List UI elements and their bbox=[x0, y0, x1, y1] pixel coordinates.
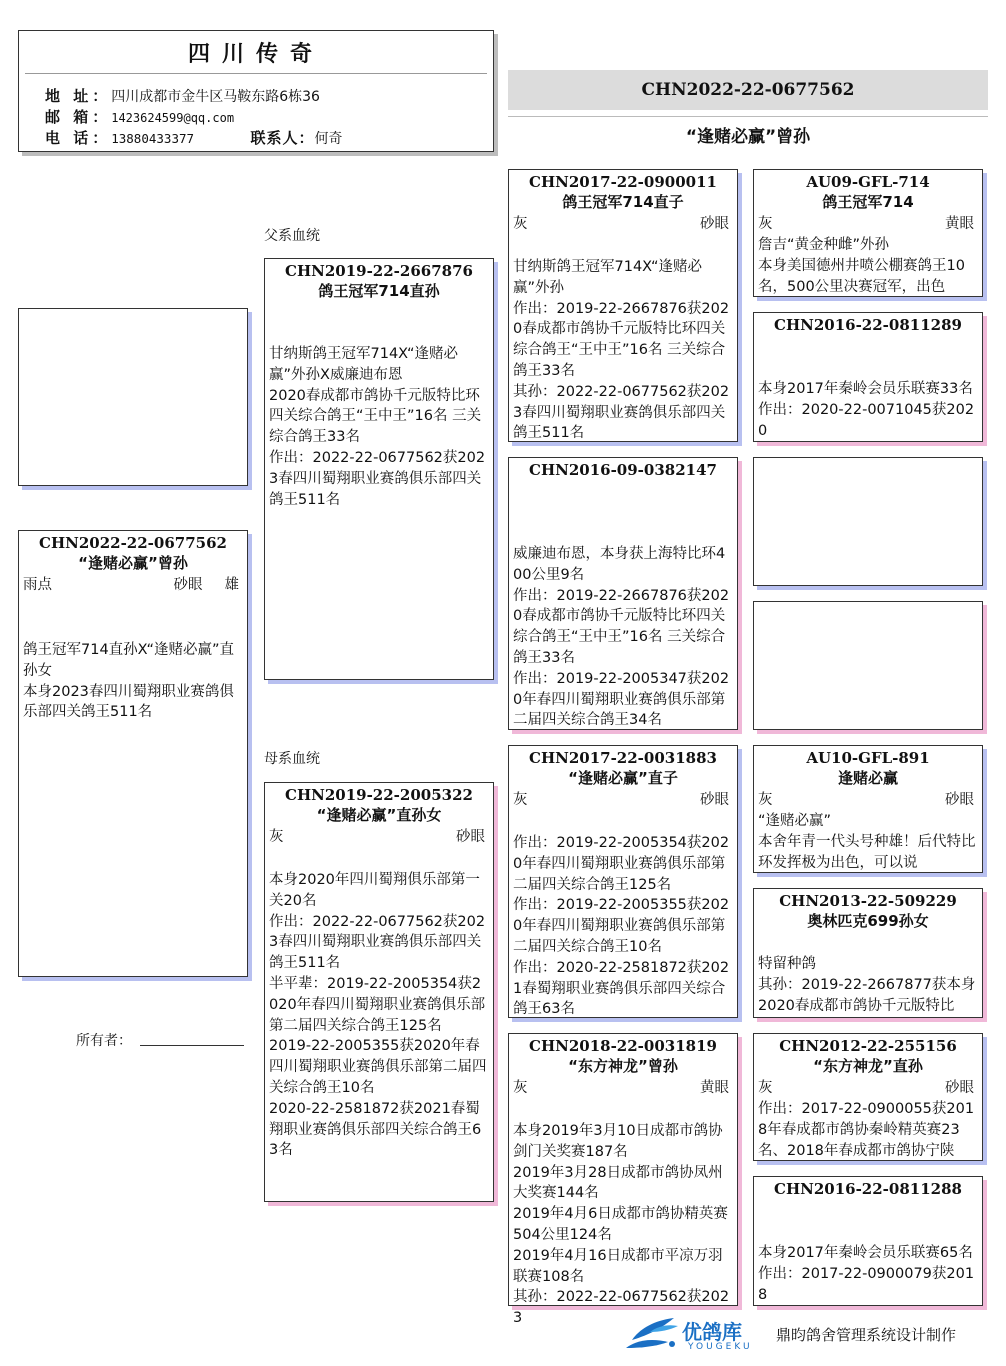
note-line: 作出：2017-22-0900079获2018 bbox=[758, 1265, 975, 1303]
note-line: 特留种鸽 bbox=[758, 956, 816, 972]
dsd-card bbox=[753, 888, 983, 1018]
sire-line-label: 父系血统 bbox=[264, 228, 320, 244]
note-line: 甘纳斯鸽王冠军714X“逢赌必赢”外孙 bbox=[513, 259, 702, 296]
note-line: 2019-22-2005355获2020年春四川蜀翔职业赛鸽俱乐部第二届四关综合鸽王10名 bbox=[269, 1038, 487, 1096]
note-line: 威廉迪布恩，本身获上海特比环400公里9名 bbox=[513, 546, 726, 583]
main-ring-band bbox=[508, 70, 988, 110]
subject-sex: 雄 bbox=[224, 577, 239, 593]
subject-notes bbox=[19, 640, 247, 723]
note-line: 作出：2017-22-0900055获2018年春成都市鸽协秦岭精英赛23名、2018年春成都市鸽协宁陕 bbox=[758, 1101, 975, 1159]
pigeon-logo-icon bbox=[622, 1314, 682, 1358]
note-line: 2020-22-2581872获2021春蜀翔职业赛鸽俱乐部四关综合鸽王63名 bbox=[269, 1100, 482, 1159]
sd-ring: CHN2016-09-0382147 bbox=[529, 461, 717, 479]
email-row bbox=[45, 106, 234, 127]
note-line: 2019年4月16日成都市平凉万羽联赛108名 bbox=[513, 1247, 723, 1285]
phone-label: 电 话： bbox=[45, 129, 112, 147]
ds-notes bbox=[509, 833, 737, 1020]
dds-name: “东方神龙”直孙 bbox=[813, 1057, 923, 1075]
dd-traits bbox=[509, 1077, 737, 1099]
sire-name: 鸽王冠军714直孙 bbox=[318, 282, 440, 300]
dss-name: 逢赌必赢 bbox=[837, 769, 898, 787]
note-line: 2020春成都市鸽协千元版特比环四关综合鸽王“王中王”16名 三关综合鸽王33名 bbox=[269, 387, 482, 446]
note-line: 作出：2022-22-0677562获2023春四川蜀翔职业赛鸽俱乐部四关鸽王511名 bbox=[269, 449, 486, 508]
subject-color: 雨点 bbox=[23, 577, 52, 593]
dam-ring: CHN2019-22-2005322 bbox=[285, 786, 473, 804]
logo-en: YOUGEKU bbox=[688, 1342, 753, 1352]
ds-name: “逢赌必赢”直子 bbox=[568, 769, 678, 787]
note-line: 2019年3月28日成都市鸽协凤州大奖赛144名 bbox=[513, 1164, 723, 1202]
main-band-underline bbox=[508, 116, 988, 117]
dss-card bbox=[753, 745, 983, 873]
dam-line-label: 母系血统 bbox=[264, 751, 320, 767]
note-line: 詹吉“黄金种雌”外孙 bbox=[758, 237, 890, 253]
dam-card bbox=[264, 782, 494, 1202]
dsd-notes bbox=[754, 954, 982, 1016]
ds-eye: 砂眼 bbox=[700, 792, 729, 808]
note-line: 鸽王冠军714直孙X“逢赌必赢”直孙女 bbox=[23, 642, 235, 679]
note-line: 本身2017年秦岭会员乐联赛33名 bbox=[758, 381, 973, 397]
note-line: 作出：2019-22-2667876获2020春成都市鸽协千元版特比环四关综合鸽王“王中王”16名 三关综合鸽王33名 bbox=[513, 587, 730, 666]
subject-eye: 砂眼 bbox=[173, 577, 203, 593]
note-line: 甘纳斯鸽王冠军714X“逢赌必赢”外孙X威廉迪布恩 bbox=[269, 346, 458, 383]
note-line: 半平辈：2019-22-2005354获2020年春四川蜀翔职业赛鸽俱乐部第二届四关综合鸽王125名 bbox=[269, 975, 486, 1034]
contact-label: 联系人： bbox=[250, 129, 315, 147]
note-line: 作出：2019-22-2005354获2020年春四川蜀翔职业赛鸽俱乐部第二届四关综合鸽王125名 bbox=[513, 835, 730, 893]
subject-card bbox=[18, 530, 248, 977]
note-line: “逢赌必赢” bbox=[758, 813, 832, 829]
sss-traits bbox=[754, 213, 982, 235]
ssd-card bbox=[753, 312, 983, 442]
dam-eye: 砂眼 bbox=[456, 829, 485, 845]
ds-ring: CHN2017-22-0031883 bbox=[529, 749, 717, 767]
note-line: 其孙：2019-22-2667877获本身2020春成都市鸽协千元版特比 bbox=[758, 976, 976, 1014]
dss-ring: AU10-GFL-891 bbox=[806, 749, 930, 767]
note-line: 本身2019年3月10日成都市鸽协剑门关奖赛187名 bbox=[513, 1123, 723, 1160]
note-line: 作出：2020-22-2581872获2021春蜀翔职业赛鸽俱乐部四关综合鸽王63名 bbox=[513, 959, 730, 1018]
sss-notes bbox=[754, 235, 982, 297]
note-line: 作出：2019-22-2667876获2020春成都市鸽协千元版特比环四关综合鸽王“王中王”16名 三关综合鸽王33名 bbox=[513, 300, 730, 379]
note-line: 本身2023春四川蜀翔职业赛鸽俱乐部四关鸽王511名 bbox=[23, 683, 234, 721]
header-divider bbox=[25, 73, 487, 74]
ssd-ring: CHN2016-22-0811289 bbox=[774, 316, 962, 334]
email-label: 邮 箱： bbox=[45, 108, 112, 126]
subject-traits bbox=[19, 574, 247, 596]
footer-logo bbox=[622, 1314, 762, 1360]
note-line: 作出：2022-22-0677562获2023春四川蜀翔职业赛鸽俱乐部四关鸽王511名 bbox=[269, 913, 486, 972]
footer-credit: 鼎昀鸽舍管理系统设计制作 bbox=[776, 1326, 957, 1344]
ss-traits bbox=[509, 213, 737, 235]
main-ring: CHN2022-22-0677562 bbox=[641, 80, 855, 100]
sdd-card bbox=[753, 601, 983, 730]
sds-card bbox=[753, 457, 983, 586]
note-line: 本舍年青一代头号种雄！后代特比环发挥极为出色，可以说 bbox=[758, 833, 976, 871]
dam-name: “逢赌必赢”直孙女 bbox=[316, 806, 442, 824]
note-line: 本身2017年秦岭会员乐联赛65名 bbox=[758, 1245, 973, 1261]
email-value: 1423624599@qq.com bbox=[111, 111, 235, 125]
dds-color: 灰 bbox=[758, 1080, 773, 1096]
note-line: 其孙：2022-22-0677562获2023 bbox=[513, 1289, 730, 1327]
sss-eye: 黄眼 bbox=[945, 216, 974, 232]
dss-eye: 砂眼 bbox=[945, 792, 974, 808]
dss-color: 灰 bbox=[758, 792, 773, 808]
dd-notes bbox=[509, 1121, 737, 1329]
dd-ring: CHN2018-22-0031819 bbox=[529, 1037, 717, 1055]
ddd-ring: CHN2016-22-0811288 bbox=[774, 1180, 962, 1198]
dsd-ring: CHN2013-22-509229 bbox=[779, 892, 957, 910]
dam-notes bbox=[265, 870, 493, 1161]
address-row bbox=[45, 85, 320, 106]
note-line: 本身2020年四川蜀翔俱乐部第一关20名 bbox=[269, 872, 480, 909]
ss-ring: CHN2017-22-0900011 bbox=[529, 173, 717, 191]
ss-eye: 砂眼 bbox=[700, 216, 729, 232]
dsd-name: 奥林匹克699孙女 bbox=[807, 912, 929, 930]
sss-ring: AU09-GFL-714 bbox=[806, 173, 930, 191]
owner-label: 所有者： bbox=[76, 1033, 132, 1049]
sire-sire-card bbox=[508, 169, 738, 442]
ds-color: 灰 bbox=[513, 792, 528, 808]
dd-eye: 黄眼 bbox=[700, 1080, 729, 1096]
note-line: 其孙：2022-22-0677562获2023春四川蜀翔职业赛鸽俱乐部四关鸽王511名 bbox=[513, 383, 730, 442]
dds-ring: CHN2012-22-255156 bbox=[779, 1037, 957, 1055]
dd-color: 灰 bbox=[513, 1080, 528, 1096]
loft-name: 四川传奇 bbox=[187, 41, 324, 67]
dam-traits bbox=[265, 826, 493, 848]
ss-notes bbox=[509, 257, 737, 444]
note-line: 作出：2020-22-0071045获2020 bbox=[758, 401, 975, 439]
note-line: 作出：2019-22-2005347获2020年春四川蜀翔职业赛鸽俱乐部第二届四关综合鸽王34名 bbox=[513, 670, 730, 729]
logo-cn: 优鸽库 bbox=[682, 1320, 742, 1344]
sire-notes bbox=[265, 344, 493, 510]
dam-sire-card bbox=[508, 745, 738, 1018]
sss-name: 鸽王冠军714 bbox=[822, 193, 914, 211]
dds-notes bbox=[754, 1099, 982, 1161]
note-line: 本身美国德州井喷公棚赛鸽王10名，500公里决赛冠军，出色 bbox=[758, 257, 965, 295]
sss-card bbox=[753, 169, 983, 297]
photo-box bbox=[18, 308, 248, 486]
address-label: 地 址： bbox=[45, 87, 112, 105]
sire-dam-card bbox=[508, 457, 738, 730]
dss-notes bbox=[754, 811, 982, 873]
ss-name: 鸽王冠军714直子 bbox=[562, 193, 684, 211]
subject-ring: CHN2022-22-0677562 bbox=[39, 534, 227, 552]
sire-ring: CHN2019-22-2667876 bbox=[285, 262, 473, 280]
main-name: “逢赌必赢”曾孙 bbox=[685, 127, 811, 147]
note-line: 2019年4月6日成都市鸽协精英赛504公里124名 bbox=[513, 1206, 728, 1243]
ds-traits bbox=[509, 789, 737, 811]
dd-name: “东方神龙”曾孙 bbox=[568, 1057, 678, 1075]
loft-info-card bbox=[18, 30, 494, 152]
phone-row bbox=[45, 127, 343, 148]
ssd-notes bbox=[754, 379, 982, 441]
dds-eye: 砂眼 bbox=[945, 1080, 974, 1096]
sire-card bbox=[264, 258, 494, 680]
note-line: 作出：2019-22-2005355获2020年春四川蜀翔职业赛鸽俱乐部第二届四关综合鸽王10名 bbox=[513, 897, 730, 955]
dss-traits bbox=[754, 789, 982, 811]
owner-line bbox=[140, 1045, 244, 1046]
contact-value: 何奇 bbox=[314, 131, 343, 147]
dam-dam-card bbox=[508, 1033, 738, 1327]
sd-notes bbox=[509, 544, 737, 731]
dds-traits bbox=[754, 1077, 982, 1099]
sss-color: 灰 bbox=[758, 216, 773, 232]
dam-color: 灰 bbox=[269, 829, 284, 845]
phone-value: 13880433377 bbox=[111, 131, 195, 146]
address-value: 四川成都市金牛区马鞍东路6栋36 bbox=[111, 89, 320, 105]
ss-color: 灰 bbox=[513, 216, 528, 232]
ddd-notes bbox=[754, 1243, 982, 1305]
subject-name: “逢赌必赢”曾孙 bbox=[78, 554, 188, 572]
ddd-card bbox=[753, 1176, 983, 1306]
dds-card bbox=[753, 1033, 983, 1161]
